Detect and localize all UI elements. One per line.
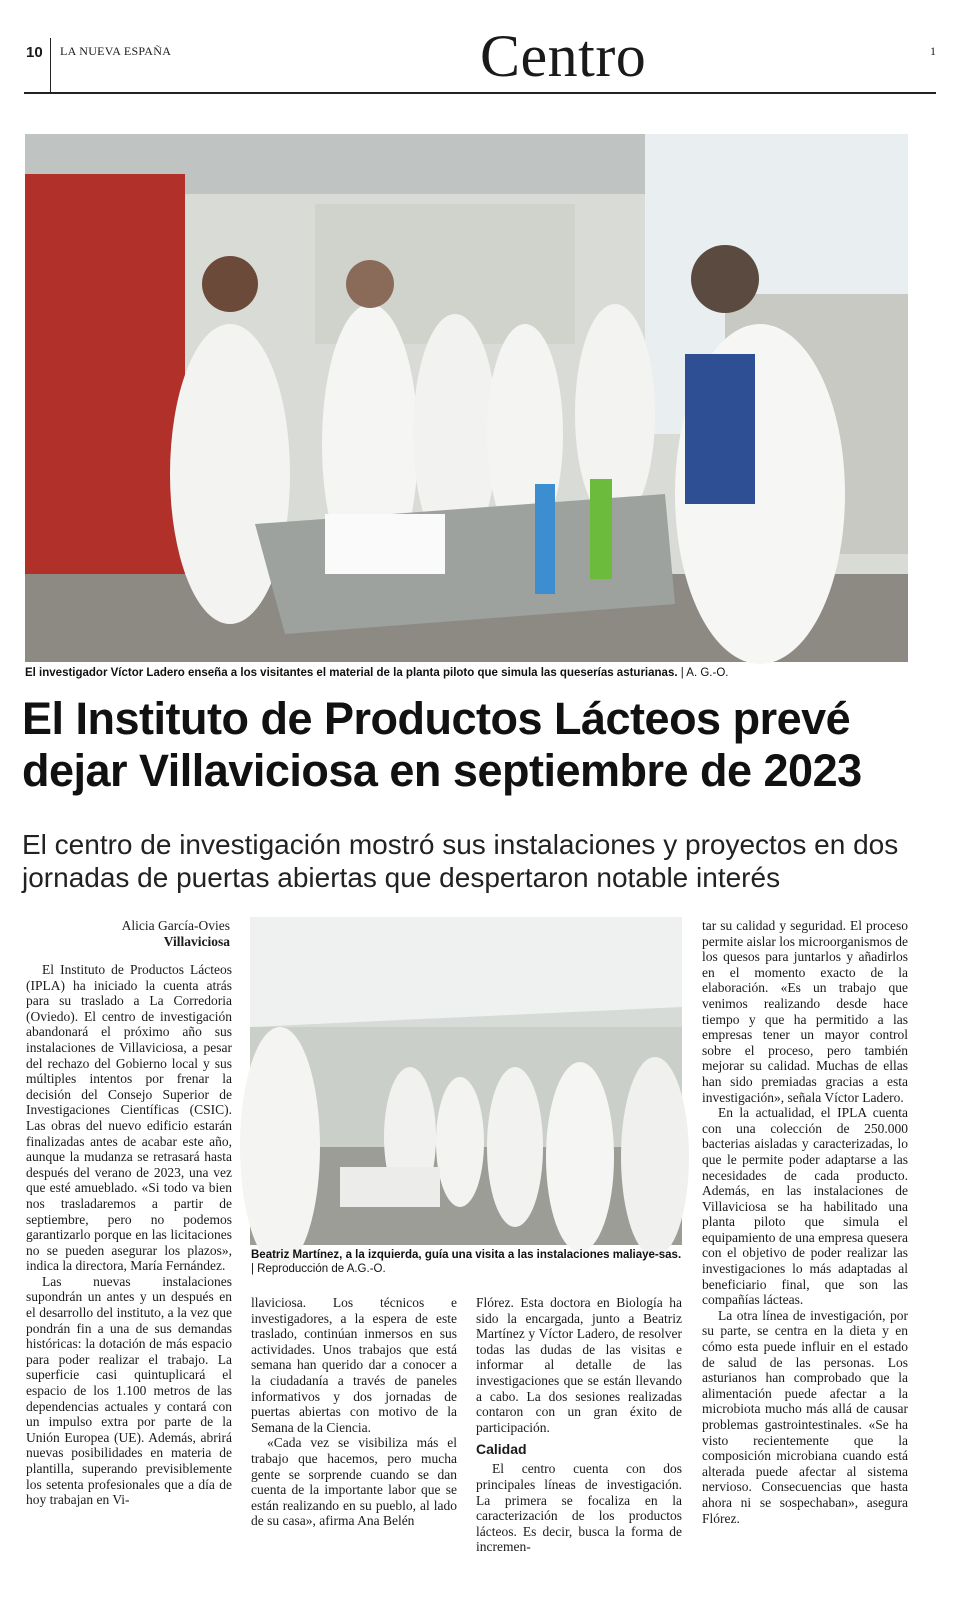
newspaper-name: LA NUEVA ESPAÑA	[60, 44, 172, 58]
header-rule	[24, 92, 936, 94]
byline	[60, 918, 230, 950]
lab-visit-photo	[25, 134, 908, 662]
paragraph: La otra línea de investigación, por su parte, se centra en la dieta y en cómo esta puede influir en el estado de salud de las personas. Los asturianos han comprobado que la alimentación puede afectar a la microbiota mucho más allá de causar problemas gastrointestinales. «Se ha visto recientemente que la composición microbiana cuando está alterada puede afectar al sistema nervioso. Consecuencias que hasta ahora ni se sospechaban», asegura Flórez.	[702, 1307, 908, 1526]
paragraph: tar su calidad y seguridad. El proceso permite aislar los microorganismos de los quesos para juntarlos y añadirlos en el momento exacto de la elaboración. «Es un trabajo que venimos realizando desde hace tiempo y que ha permitido a las empresas tener un mayor control sobre el proceso, pero también mejorar su calidad. Muchas de ellas han sido premiadas gracias a esta investigación», señala Víctor Ladero.	[702, 918, 908, 1105]
section-title: Centro	[480, 23, 647, 89]
article-column-2	[251, 1295, 457, 1540]
article-column-1	[26, 962, 232, 1532]
inline-photo-caption	[251, 1248, 683, 1276]
edge-page-mark: 1	[930, 44, 936, 58]
paragraph: Las nuevas instalaciones supondrán un antes y un después en el desarrollo del instituto, a la vez que pondrán fin a una de sus demandas históricas: la dotación de más espacio para poder realizar el trabajo. La superficie casi quintuplicará el espacio de los 1.100 metros de las dependencias actuales y contará con un impulso extra por parte de la Unión Europea (UE). Además, abrirá nuevas posibilidades en materia de plantilla, superando previsiblemente los setenta profesionales que a día de hoy trabajan en Vi-	[26, 1273, 232, 1508]
paragraph: El Instituto de Productos Lácteos (IPLA) ha iniciado la cuenta atrás para su traslado a La Corredoria (Oviedo). El centro de investigación abandonará el próximo año sus instalaciones de Villaviciosa, a pesar del rechazo del Gobierno local y sus múltiples intentos por frenar la decisión del Consejo Superior de Investigaciones Científicas (CSIC). Las obras del nuevo edificio estarán finalizadas antes de acabar este año, aunque la mudanza se retrasará hasta después del verano de 2023, una vez que esté amueblado. «Si todo va bien nos trasladaremos a partir de septiembre, pero no podemos garantizarlo porque en las licitaciones no se pueden asegurar los plazos», indica la directora, María Fernández.	[26, 962, 232, 1274]
paragraph: El centro cuenta con dos principales líneas de investigación. La primera se focaliza en la caracterización de los productos lácteos. Es decir, busca la forma de incremen-	[476, 1461, 682, 1555]
paragraph: «Cada vez se visibiliza más el trabajo que hacemos, pero mucha gente se sorprende cuando se dan cuenta de la importante labor que se están realizando en su pueblo, al lado de su casa», afirma Ana Belén	[251, 1435, 457, 1529]
inline-photo-credit: | Reproducción de A.G.-O.	[251, 1263, 386, 1275]
article-column-4	[702, 918, 908, 1538]
article-headline: El Instituto de Productos Lácteos prevé dejar Villaviciosa en septiembre de 2023	[22, 693, 862, 796]
inline-photo-caption-text: Beatriz Martínez, a la izquierda, guía una visita a las instalaciones maliaye-sas.	[251, 1249, 682, 1261]
dateline-place: Villaviciosa	[163, 934, 230, 949]
paragraph: En la actualidad, el IPLA cuenta con una colección de 250.000 bacterias aisladas y caracterizadas, lo que le permite poder adaptarse a las necesidades de cada producto. Además, en las instalaciones de Villaviciosa se ha habilitado una planta piloto que simula el equipamiento de una empresa quesera con el objetivo de poder realizar las investigaciones lo más adaptadas al beneficiario final, que son las compañías lácteas.	[702, 1105, 908, 1308]
paragraph: llaviciosa. Los técnicos e investigadores, a la espera de este traslado, continúan inmersos en sus actividades. Unos trabajos que está semana han querido dar a conocer a la ciudadanía a través de paneles informativos y dos jornadas de puertas abiertas con motivo de la Semana de la Ciencia.	[251, 1295, 457, 1435]
header-divider	[50, 38, 51, 92]
author-name: Alicia García-Ovies	[121, 918, 230, 933]
article-column-3	[476, 1295, 682, 1555]
section-heading: Calidad	[476, 1441, 527, 1458]
top-photo-credit: | A. G.-O.	[680, 667, 729, 679]
paragraph: Flórez. Esta doctora en Biología ha sido la encargada, junto a Beatriz Martínez y Víctor Ladero, de resolver todas las dudas de las visitas e informar al detalle de las investigaciones que se están llevando a cabo. La dos sesiones realizadas contaron con un gran éxito de participación.	[476, 1295, 682, 1435]
top-photo-caption	[25, 666, 925, 680]
article-subheadline: El centro de investigación mostró sus instalaciones y proyectos en dos jornadas de puertas abiertas que despertaron notable interés	[22, 829, 899, 893]
top-photo-caption-text: El investigador Víctor Ladero enseña a los visitantes el material de la planta piloto que simula las queserías asturianas.	[25, 667, 678, 679]
lab-tour-photo	[250, 917, 682, 1245]
page-number: 10	[26, 44, 43, 61]
